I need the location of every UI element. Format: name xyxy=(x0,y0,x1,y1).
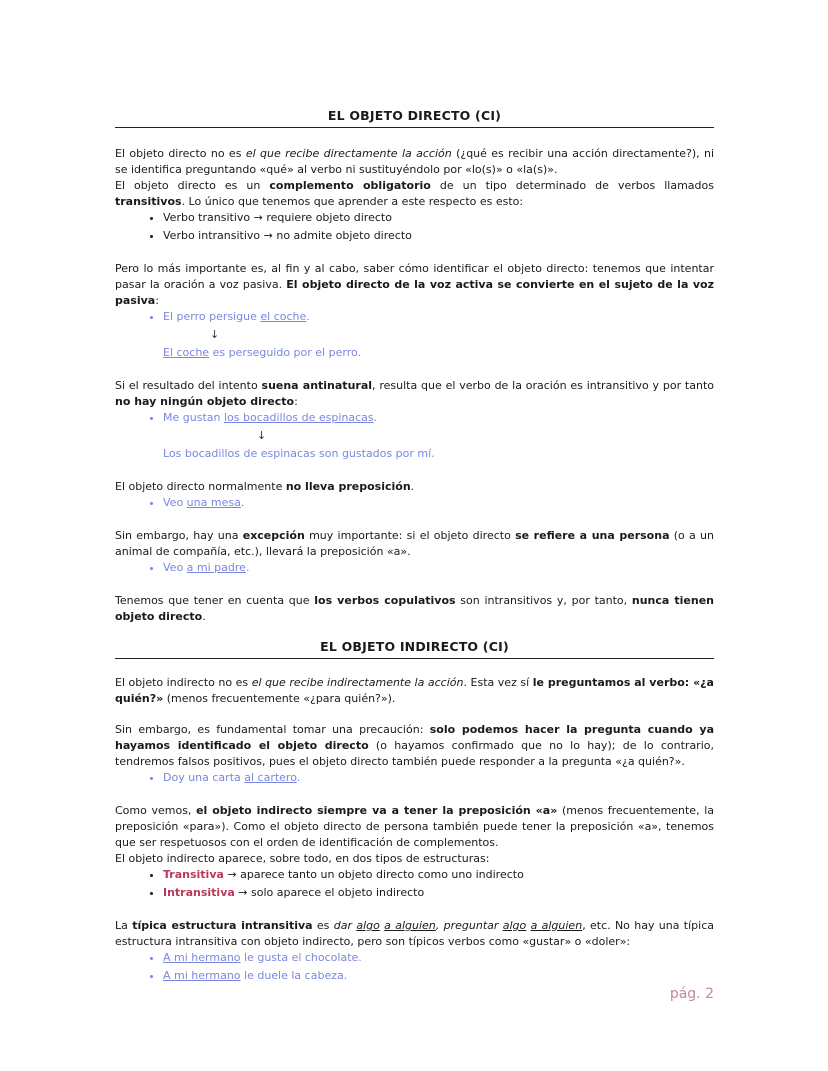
example-list xyxy=(115,950,714,984)
list-item: • Verbo intransitivo → no admite objeto directo xyxy=(163,228,714,244)
example-list xyxy=(115,495,714,511)
example-item: • Veo a mi padre. xyxy=(163,560,714,576)
down-arrow-icon: ↓ xyxy=(210,328,220,341)
example-list xyxy=(115,770,714,786)
example-list xyxy=(115,560,714,576)
example-item: • El perro persigue el coche. xyxy=(163,309,714,325)
example-item: • Me gustan los bocadillos de espinacas. xyxy=(163,410,714,426)
page-content xyxy=(115,108,714,986)
example-item: • A mi hermano le duele la cabeza. xyxy=(163,968,714,984)
paragraph: El objeto indirecto no es el que recibe indirectamente la acción. Esta vez sí le preguntamos al verbo: «¿a quién?» (menos frecuentemente «¿para quién?»). xyxy=(115,676,714,705)
section-title-objeto-directo: EL OBJETO DIRECTO (CI) xyxy=(115,108,714,128)
paragraph: El objeto directo es un complemento obligatorio de un tipo determinado de verbos llamados transitivos. Lo único que tenemos que aprender a este respecto es esto: xyxy=(115,179,714,208)
down-arrow-icon: ↓ xyxy=(257,429,267,442)
example-item: • A mi hermano le gusta el chocolate. xyxy=(163,950,714,966)
example-item: • Veo una mesa. xyxy=(163,495,714,511)
list-item: • Verbo transitivo → requiere objeto directo xyxy=(163,210,714,226)
example-list xyxy=(115,410,714,462)
example-list xyxy=(115,309,714,361)
paragraph: Tenemos que tener en cuenta que los verbos copulativos son intransitivos y, por tanto, nunca tienen objeto directo. xyxy=(115,594,714,623)
paragraph: El objeto directo normalmente no lleva preposición. xyxy=(115,480,415,493)
example-passive: El coche es perseguido por el perro. xyxy=(163,346,362,359)
example-passive: Los bocadillos de espinacas son gustados por mí. xyxy=(163,447,435,460)
bullet-list xyxy=(115,210,714,244)
paragraph: La típica estructura intransitiva es dar algo a alguien, preguntar algo a alguien, etc. No hay una típica estructura intransitiva con objeto indirecto, pero son típicos verbos como «gustar» o «doler»: xyxy=(115,919,714,948)
list-item: • Intransitiva → solo aparece el objeto indirecto xyxy=(163,885,714,901)
paragraph: Sin embargo, hay una excepción muy importante: si el objeto directo se refiere a una persona (o a un animal de compañía, etc.), llevará la preposición «a». xyxy=(115,529,715,558)
list-item: • Transitiva → aparece tanto un objeto directo como uno indirecto xyxy=(163,867,714,883)
paragraph: Sin embargo, es fundamental tomar una precaución: solo podemos hacer la pregunta cuando ya hayamos identificado el objeto directo (o hayamos confirmado que no lo hay); de lo contrario, tendremos falsos positivos, pues el objeto directo también puede responder a la pregunta «¿a quién?». xyxy=(115,723,715,768)
bullet-list xyxy=(115,867,714,901)
page-number: pág. 2 xyxy=(669,986,714,1002)
paragraph: Si el resultado del intento suena antinatural, resulta que el verbo de la oración es intransitivo y por tanto no hay ningún objeto directo: xyxy=(115,379,714,408)
paragraph: El objeto indirecto aparece, sobre todo, en dos tipos de estructuras: xyxy=(115,852,490,865)
example-item: • Doy una carta al cartero. xyxy=(163,770,714,786)
paragraph: Como vemos, el objeto indirecto siempre va a tener la preposición «a» (menos frecuentemente, la preposición «para»). Como el objeto directo de persona también puede tener la preposición «a», tenemos que ser respetuosos con el orden de identificación de complementos. xyxy=(115,804,714,849)
section-title-objeto-indirecto: EL OBJETO INDIRECTO (CI) xyxy=(115,639,714,659)
paragraph: El objeto directo no es el que recibe directamente la acción (¿qué es recibir una acción directamente?), ni se identifica preguntando «qué» al verbo ni sustituyéndolo por «lo(s)» o «la(s)». xyxy=(115,147,714,176)
paragraph: Pero lo más importante es, al fin y al cabo, saber cómo identificar el objeto directo: tenemos que intentar pasar la oración a voz pasiva. El objeto directo de la voz activa se convierte en el sujeto de la voz pasiva: xyxy=(115,262,714,307)
